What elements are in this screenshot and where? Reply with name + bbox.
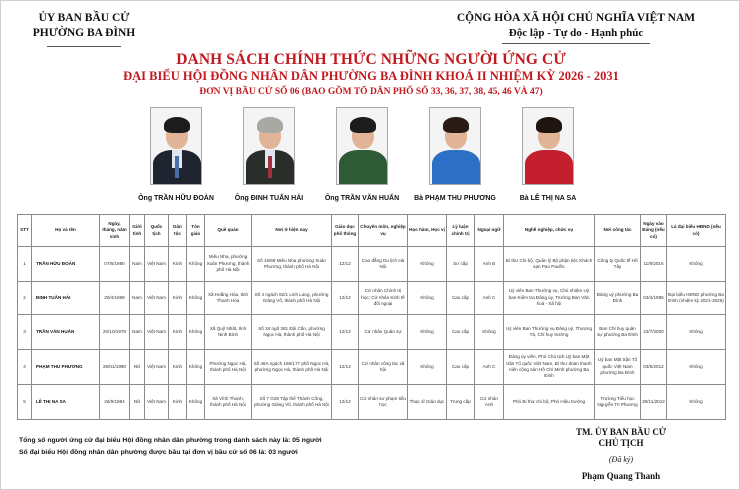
cell-specialization: Cao đẳng Du lịch Hà Nội [359,247,408,282]
col-header-ethnicity: Dân tộc [169,215,187,247]
cell-residence: Số 46A ngách 158/177 phố Ngọc Hà, phường Ngọc Hà, thành phố Hà Nội [252,350,332,385]
table-row [18,350,726,385]
cell-nationality: Việt Nam [145,385,169,420]
cell-general-education: 12/12 [332,315,359,350]
cell-specialization: Cử nhân Quân sự [359,315,408,350]
signature-block [561,427,681,481]
cell-council-delegate: Không [667,315,726,350]
signer-name: Phạm Quang Thanh [581,471,661,481]
cell-hometown: Phường Ngọc Hà, thành phố Hà Nội [205,350,252,385]
portrait-tie [175,156,179,178]
cell-birth-date: 20/4/1969 [100,282,130,315]
cell-occupation-position: Uỷ viên Ban Thường vụ Đảng uỷ, Thượng Tá, Chỉ huy trưởng [504,315,595,350]
cell-council-delegate: Không [667,350,726,385]
portrait-hair [164,117,190,133]
cell-academic-degree: Không [408,350,447,385]
table-row [18,385,726,420]
cell-workplace: Đảng uỷ phường Ba Đình [595,282,641,315]
candidate-caption: Ông ĐINH TUẤN HẢI [234,195,304,202]
col-header-birth-date: Ngày, tháng, năm sinh [100,215,130,247]
portrait-hair [257,117,283,133]
cell-birth-date: 07/6/1980 [100,247,130,282]
cell-ethnicity: Kinh [169,350,187,385]
authority-line-2: PHƯỜNG BA ĐÌNH [32,27,136,39]
cell-ethnicity: Kinh [169,315,187,350]
cell-political-theory: Trung cấp [447,385,475,420]
cell-nationality: Việt Nam [145,247,169,282]
col-header-nationality: Quốc tịch [145,215,169,247]
electoral-unit-title: ĐƠN VỊ BẦU CỬ SỐ 06 (BAO GỒM TỔ DÂN PHỐ SỐ 33, 36, 37, 38, 45, 46 VÀ 47) [199,87,543,97]
candidate-caption: Ông TRẦN VĂN HUẤN [324,195,400,202]
cell-nationality: Việt Nam [145,315,169,350]
portrait-body [432,150,480,184]
cell-specialization: Cử nhân Chính trị học; Cử nhân Kinh tế đối ngoại [359,282,408,315]
authority-line-1: ỦY BAN BẦU CỬ [38,12,130,24]
cell-residence: Số 4 ngách 62/1 Linh Lang, phường Giảng Võ, thành phố Hà Nội [252,282,332,315]
country-name: CỘNG HÒA XÃ HỘI CHỦ NGHĨA VIỆT NAM [456,12,696,24]
candidate-photos [1,107,740,207]
cell-gender: Nam [130,282,145,315]
issuing-authority-header [19,11,149,47]
col-header-religion: Tôn giáo [187,215,205,247]
cell-academic-degree: Không [408,247,447,282]
table-row [18,282,726,315]
table-header-row [18,215,726,247]
cell-gender: Nam [130,315,145,350]
summary-totals [19,435,322,459]
motto-underline [502,43,650,44]
col-header-academic-degree: Học hàm, Học vị [408,215,447,247]
cell-general-education: 12/12 [332,350,359,385]
cell-foreign-language: Cử nhân Anh [475,385,504,420]
col-header-workplace: Nơi công tác [595,215,641,247]
cell-hometown: Xã Quỹ Nhất, tỉnh Ninh Bình [205,315,252,350]
cell-stt: 1 [18,247,32,282]
candidate-table [17,214,726,420]
cell-general-education: 12/12 [332,282,359,315]
candidate-caption: Ông TRẦN HỮU ĐOÀN [138,195,214,202]
cell-religion: Không [187,315,205,350]
cell-hometown: Miêu Nha, phường Xuân Phương, thành phố Hà Nội [205,247,252,282]
cell-ethnicity: Kinh [169,282,187,315]
col-header-general-education: Giáo dục phổ thông [332,215,359,247]
col-header-specialization: Chuyên môn, nghiệp vụ [359,215,408,247]
col-header-party-join-date: Ngày vào Đảng (nếu có) [641,215,667,247]
cell-occupation-position: Bí thư Chi bộ, Quản lý Bộ phận tiệc Khách sạn Pan Pacific [504,247,595,282]
cell-residence: Số 16/69 Miêu Nha phường Xuân Phương, thành phố Hà Nội [252,247,332,282]
cell-foreign-language: Không [475,315,504,350]
cell-stt: 3 [18,315,32,350]
cell-birth-date: 20/10/1978 [100,315,130,350]
seats-elected-line: Số đại biểu Hội đồng nhân dân phường được bầu tại đơn vị bầu cử số 06 là: 03 người [19,449,298,456]
cell-hometown: Xã Hoằng Hóa, tỉnh Thanh Hóa [205,282,252,315]
portrait-body [339,150,387,184]
header-underline [47,46,121,47]
cell-ethnicity: Kinh [169,385,187,420]
col-header-gender: Giới tính [130,215,145,247]
cell-full-name: PHẠM THU PHƯƠNG [32,350,100,385]
cell-religion: Không [187,350,205,385]
col-header-full-name: Họ và tên [32,215,100,247]
cell-hometown: Xã Vĩnh Thanh, thành phố Hà Nội [205,385,252,420]
cell-birth-date: 26/01/1990 [100,350,130,385]
cell-workplace: Công ty Quốc tế Hồ Tây [595,247,641,282]
cell-occupation-position: Phó Bí thư chi bộ, Phó Hiệu trưởng [504,385,595,420]
cell-political-theory: Cao cấp [447,350,475,385]
cell-gender: Nữ [130,350,145,385]
cell-full-name: TRẦN VĂN HUẤN [32,315,100,350]
col-header-council-delegate: Là đại biểu HĐND (nếu có) [667,215,726,247]
national-motto-header [421,11,731,44]
candidate-portrait [429,107,481,185]
cell-nationality: Việt Nam [145,350,169,385]
col-header-political-theory: Lý luận chính trị [447,215,475,247]
document-title: DANH SÁCH CHÍNH THỨC NHỮNG NGƯỜI ỨNG CỬ [176,51,566,68]
cell-party-join-date: 23/7/2000 [641,315,667,350]
cell-foreign-language: Anh C [475,350,504,385]
cell-stt: 4 [18,350,32,385]
cell-religion: Không [187,247,205,282]
candidate-caption: Bà PHẠM THU PHƯƠNG [414,195,496,202]
col-header-occupation-position: Nghề nghiệp, chức vụ [504,215,595,247]
cell-religion: Không [187,282,205,315]
cell-gender: Nữ [130,385,145,420]
cell-gender: Nam [130,247,145,282]
cell-stt: 2 [18,282,32,315]
cell-party-join-date: 03/5/2012 [641,350,667,385]
cell-political-theory: Sơ cấp [447,247,475,282]
table-row [18,315,726,350]
cell-residence: Số 7 G28 Tập thể Thành Công, phường Giảng Võ, thành phố Hà Nội [252,385,332,420]
cell-foreign-language: Anh B [475,247,504,282]
cell-council-delegate: Đại biểu HĐND phường Ba Đình (nhiệm kỳ 2021-2026) [667,282,726,315]
cell-full-name: TRẦN HỮU ĐOÀN [32,247,100,282]
candidate-card [493,107,603,202]
col-header-stt: STT [18,215,32,247]
candidate-caption: Bà LÊ THỊ NA SA [519,195,577,202]
cell-party-join-date: 03/4/1995 [641,282,667,315]
cell-general-education: 12/12 [332,247,359,282]
candidate-portrait [243,107,295,185]
cell-workplace: Ban Chỉ huy quân sự phường Ba Đình [595,315,641,350]
cell-council-delegate: Không [667,247,726,282]
cell-occupation-position: Đảng ủy viên, Phó Chủ tịch Uỷ ban Mặt trận Tổ quốc Việt Nam, Bí thư đoàn thanh niên cộng sản Hồ Chí Minh phường Ba Đình [504,350,595,385]
table-row [18,247,726,282]
portrait-hair [350,117,376,133]
total-candidates-line: Tổng số người ứng cử đại biểu Hội đồng nhân dân phường trong danh sách này là: 05 người [19,437,322,444]
motto: Độc lập - Tự do - Hạnh phúc [508,27,644,39]
cell-political-theory: Cao cấp [447,315,475,350]
cell-religion: Không [187,385,205,420]
document-subtitle: ĐẠI BIỂU HỘI ĐỒNG NHÂN DÂN PHƯỜNG BA ĐÌNH KHOÁ II NHIỆM KỲ 2026 - 2031 [123,69,619,83]
candidate-portrait [150,107,202,185]
signer-role: CHỦ TỊCH [598,438,644,448]
col-header-foreign-language: Ngoại ngữ [475,215,504,247]
cell-foreign-language: Anh C [475,282,504,315]
cell-workplace: Trường Tiểu học Nguyễn Tri Phương [595,385,641,420]
cell-specialization: Cử nhân công tác xã hội [359,350,408,385]
portrait-body [525,150,573,184]
cell-workplace: Uỷ ban Mặt trận Tổ quốc Việt Nam phường Ba Đình [595,350,641,385]
cell-occupation-position: Uỷ viên Ban Thường vụ, Chủ nhiệm Uỷ ban Kiểm tra Đảng ủy, Trưởng Ban Văn hoá - Xã hội [504,282,595,315]
cell-council-delegate: Không [667,385,726,420]
cell-nationality: Việt Nam [145,282,169,315]
cell-ethnicity: Kinh [169,247,187,282]
portrait-hair [536,117,562,133]
cell-academic-degree: Thạc sĩ Giáo dục [408,385,447,420]
cell-specialization: Cử nhân sư phạm tiểu học [359,385,408,420]
signed-note: (Đã ký) [608,455,634,464]
cell-party-join-date: 30/11/2012 [641,385,667,420]
cell-academic-degree: Không [408,315,447,350]
cell-residence: Số 34 ngõ 381 Đội Cấn, phường Ngọc Hà, thành phố Hà Nội [252,315,332,350]
cell-full-name: LÊ THỊ NA SA [32,385,100,420]
candidate-portrait [336,107,388,185]
cell-political-theory: Cao cấp [447,282,475,315]
col-header-residence: Nơi ở hiện nay [252,215,332,247]
candidate-portrait [522,107,574,185]
portrait-hair [443,117,469,133]
cell-birth-date: 26/9/1984 [100,385,130,420]
cell-party-join-date: 11/9/2016 [641,247,667,282]
col-header-hometown: Quê quán [205,215,252,247]
signing-organization: TM. ỦY BAN BẦU CỬ [575,427,667,437]
cell-academic-degree: Không [408,282,447,315]
cell-general-education: 12/12 [332,385,359,420]
cell-stt: 5 [18,385,32,420]
portrait-tie [268,156,272,178]
cell-full-name: ĐINH TUẤN HẢI [32,282,100,315]
